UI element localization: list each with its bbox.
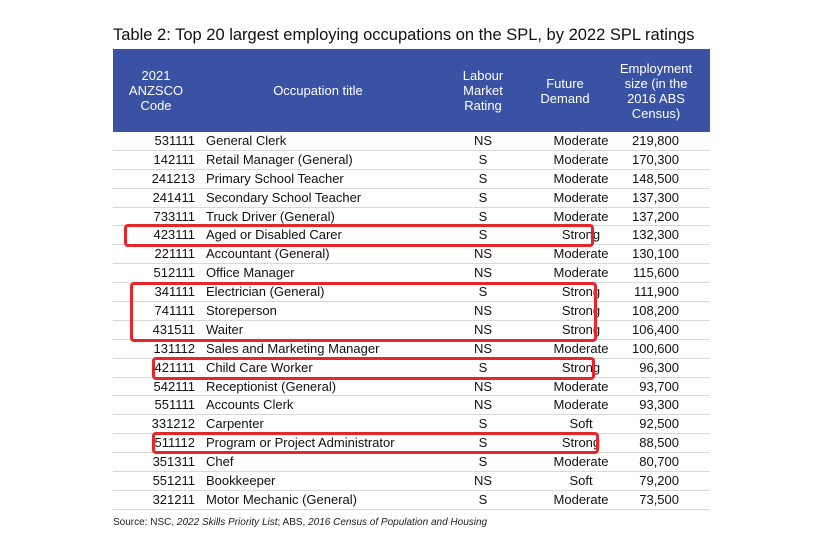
occupation-code: 511112 [154,435,195,451]
occupation-code: 221111 [154,246,195,262]
labour-market-rating: NS [473,303,493,319]
occupation-title: Bookkeeper [206,473,276,489]
employment-size: 130,100 [632,246,679,262]
occupation-title: Electrician (General) [206,284,325,300]
labour-market-rating: NS [473,378,493,394]
occupation-code: 431511 [152,321,195,337]
highlight-box [152,432,599,454]
table-header [113,49,710,132]
labour-market-rating: NS [473,321,493,337]
table-row [113,491,710,510]
employment-size: 137,300 [632,189,679,205]
source-list-name: 2022 Skills Priority List [176,517,278,528]
employment-size: 111,900 [633,284,679,300]
labour-market-rating: NS [473,246,493,262]
occupation-title: Program or Project Administrator [206,435,395,451]
occupation-code: 423111 [153,227,195,243]
future-demand: Moderate [553,397,609,413]
table-row [113,170,710,189]
header-rating: Labour Market Rating [462,68,504,113]
employment-size: 96,300 [639,359,679,375]
future-demand: Moderate [553,170,609,186]
table-row [113,396,710,415]
labour-market-rating: S [478,359,488,375]
labour-market-rating: S [478,454,488,470]
occupation-title: Accounts Clerk [206,397,294,413]
labour-market-rating: S [478,416,488,432]
future-demand: Strong [561,284,601,300]
employment-size: 93,700 [639,378,679,394]
table-row [113,472,710,491]
occupation-code: 551111 [154,397,195,413]
future-demand: Moderate [553,246,609,262]
employment-size: 79,200 [639,473,679,489]
labour-market-rating: S [478,208,488,224]
employment-size: 170,300 [632,151,679,167]
table-row [113,264,710,283]
future-demand: Moderate [553,265,609,281]
occupation-code: 351311 [152,454,195,470]
occupation-title: Motor Mechanic (General) [206,491,357,507]
highlight-box [152,357,595,380]
future-demand: Moderate [553,340,609,356]
labour-market-rating: NS [473,473,493,489]
occupation-code: 531111 [154,133,195,148]
occupation-code: 542111 [153,378,195,394]
table-title: Table 2: Top 20 largest employing occupations on the SPL, by 2022 SPL ratings [113,26,695,44]
future-demand: Soft [569,416,593,432]
future-demand: Moderate [553,151,609,167]
employment-size: 92,500 [639,416,679,432]
occupation-code: 142111 [153,151,195,167]
source-prefix: Source: NSC, [113,517,177,528]
occupation-code: 741111 [154,303,195,319]
occupation-code: 241213 [151,170,195,186]
future-demand: Strong [561,321,601,337]
future-demand: Moderate [553,208,609,224]
employment-size: 100,600 [632,340,679,356]
occupation-title: Storeperson [206,303,277,319]
source-note [113,517,487,528]
header-code: 2021 ANZSCO Code [128,68,184,113]
employment-size: 132,300 [632,227,679,243]
labour-market-rating: S [478,151,488,167]
table-row [113,340,710,359]
labour-market-rating: NS [473,340,493,356]
employment-size: 88,500 [639,435,679,451]
source-mid: ; ABS, [277,517,309,528]
occupation-title: Accountant (General) [206,246,330,262]
labour-market-rating: S [478,284,488,300]
occupation-title: Secondary School Teacher [206,189,362,205]
future-demand: Moderate [553,133,609,148]
future-demand: Moderate [553,491,609,507]
labour-market-rating: NS [473,133,493,148]
future-demand: Soft [569,473,593,489]
future-demand: Strong [561,359,601,375]
employment-size: 80,700 [639,454,679,470]
source-census-name: 2016 Census of Population and Housing [308,517,488,528]
labour-market-rating: NS [473,397,493,413]
employment-size: 219,800 [632,133,679,148]
labour-market-rating: S [478,491,488,507]
header-size: Employment size (in the 2016 ABS Census) [619,60,693,121]
table-row [113,378,710,397]
future-demand: Strong [561,227,601,243]
occupation-title: Chef [206,454,234,470]
occupation-title: Sales and Marketing Manager [206,340,380,356]
occupation-code: 551211 [152,473,195,489]
employment-size: 73,500 [639,491,679,507]
occupation-title: Primary School Teacher [206,170,344,186]
labour-market-rating: S [478,170,488,186]
occupation-code: 341111 [154,284,195,300]
occupation-title: Waiter [206,321,244,337]
occupation-code: 241411 [152,189,195,205]
occupation-title: Retail Manager (General) [206,151,353,167]
table-row [113,453,710,472]
future-demand: Moderate [553,454,609,470]
employment-size: 115,600 [632,265,679,281]
employment-size: 148,500 [632,170,679,186]
occupation-code: 321211 [152,491,195,507]
future-demand: Moderate [553,378,609,394]
occupation-title: Carpenter [206,416,264,432]
table-row [113,189,710,208]
occupation-title: Receptionist (General) [206,378,337,394]
occupation-title: Child Care Worker [206,359,313,375]
employment-size: 137,200 [632,208,679,224]
employment-size: 106,400 [632,321,679,337]
occupation-title: Aged or Disabled Carer [206,227,342,243]
occupation-title: Truck Driver (General) [206,208,335,224]
highlight-box [124,224,594,247]
table-row [113,151,710,170]
employment-size: 93,300 [639,397,679,413]
occupation-code: 131112 [153,340,195,356]
occupation-code: 421111 [154,359,195,375]
occupation-code: 512111 [153,265,195,281]
highlight-box [130,282,597,342]
header-title: Occupation title [273,83,363,98]
occupation-code: 331212 [151,416,195,432]
future-demand: Strong [561,303,601,319]
labour-market-rating: S [478,227,488,243]
occupation-title: General Clerk [206,133,287,148]
labour-market-rating: S [478,435,488,451]
employment-size: 108,200 [632,303,679,319]
occupation-code: 733111 [153,208,195,224]
table-row [113,245,710,264]
future-demand: Strong [561,435,601,451]
labour-market-rating: S [478,189,488,205]
labour-market-rating: NS [473,265,493,281]
header-demand: Future Demand [540,75,590,106]
occupation-title: Office Manager [206,265,295,281]
table-row [113,132,710,151]
future-demand: Moderate [553,189,609,205]
